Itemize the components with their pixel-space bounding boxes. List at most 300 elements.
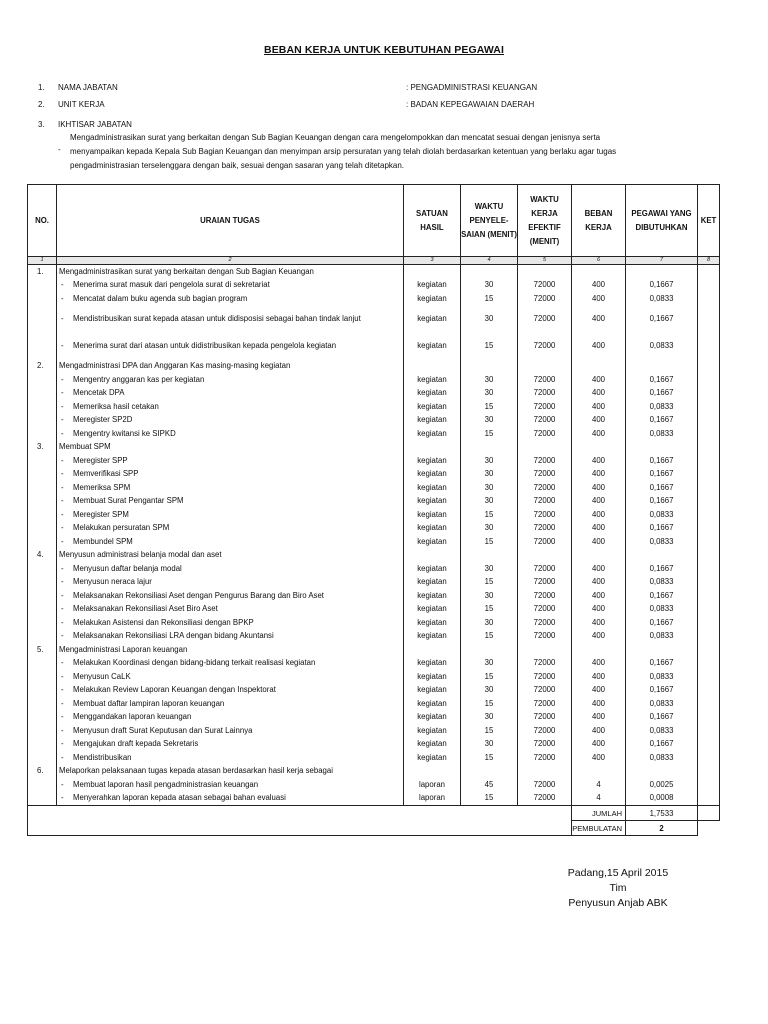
- task-cell: [57, 468, 404, 482]
- unit-cell: kegiatan: [404, 684, 461, 698]
- task-row: [28, 373, 720, 387]
- empty-cell: [404, 549, 461, 563]
- jumlah-ket: [698, 806, 720, 821]
- effective-time-cell: 72000: [518, 400, 572, 414]
- task-row: [28, 535, 720, 549]
- task-cell: [57, 387, 404, 401]
- load-cell: 400: [572, 333, 626, 360]
- task-row: [28, 778, 720, 792]
- task-cell: [57, 711, 404, 725]
- task-text: Menyusun CaLK: [73, 671, 131, 681]
- empty-cell: [461, 360, 518, 374]
- ket-cell: [698, 427, 720, 441]
- empty-cell: [28, 684, 57, 698]
- ket-cell: [698, 535, 720, 549]
- staff-cell: 0,1667: [626, 481, 698, 495]
- time-cell: 30: [461, 657, 518, 671]
- task-row: [28, 279, 720, 293]
- empty-cell: [698, 265, 720, 279]
- task-row: [28, 684, 720, 698]
- empty-cell: [572, 265, 626, 279]
- unit-cell: kegiatan: [404, 508, 461, 522]
- ket-cell: [698, 697, 720, 711]
- load-cell: 400: [572, 630, 626, 644]
- group-row: [28, 265, 720, 279]
- task-row: [28, 576, 720, 590]
- task-cell: [57, 522, 404, 536]
- effective-time-cell: 72000: [518, 657, 572, 671]
- load-cell: 4: [572, 778, 626, 792]
- ket-cell: [698, 738, 720, 752]
- task-text: Menyerahkan laporan kepada atasan sebagai bahan evaluasi: [73, 793, 286, 803]
- task-row: [28, 495, 720, 509]
- dash-mark: -: [61, 455, 64, 465]
- task-cell: [57, 427, 404, 441]
- column-number: 6: [572, 257, 626, 265]
- effective-time-cell: 72000: [518, 387, 572, 401]
- staff-cell: 0,1667: [626, 373, 698, 387]
- dash-mark: -: [61, 469, 64, 479]
- staff-cell: 0,0833: [626, 724, 698, 738]
- effective-time-cell: 72000: [518, 427, 572, 441]
- ket-cell: [698, 495, 720, 509]
- time-cell: 30: [461, 711, 518, 725]
- signature-block: [548, 866, 688, 911]
- ket-cell: [698, 454, 720, 468]
- ket-cell: [698, 468, 720, 482]
- empty-cell: [28, 535, 57, 549]
- staff-cell: 0,1667: [626, 306, 698, 333]
- effective-time-cell: 72000: [518, 630, 572, 644]
- load-cell: 400: [572, 562, 626, 576]
- unit-cell: kegiatan: [404, 711, 461, 725]
- load-cell: 400: [572, 508, 626, 522]
- task-cell: [57, 576, 404, 590]
- group-row: [28, 441, 720, 455]
- unit-cell: kegiatan: [404, 373, 461, 387]
- group-number: 5.: [28, 643, 57, 657]
- task-text: Membundel SPM: [73, 536, 133, 546]
- task-text: Menggandakan laporan keuangan: [73, 712, 192, 722]
- signature-line-penyusun: Penyusun Anjab ABK: [568, 897, 668, 909]
- task-row: [28, 522, 720, 536]
- empty-cell: [28, 481, 57, 495]
- time-cell: 30: [461, 616, 518, 630]
- empty-cell: [572, 360, 626, 374]
- footer-spacer: [28, 821, 572, 836]
- task-row: [28, 292, 720, 306]
- empty-cell: [28, 697, 57, 711]
- empty-cell: [461, 265, 518, 279]
- staff-cell: 0,0833: [626, 508, 698, 522]
- info-value-unit-kerja: : BADAN KEPEGAWAIAN DAERAH: [406, 100, 535, 109]
- task-text: Memverifikasi SPP: [73, 469, 139, 479]
- info-num-3: 3.: [38, 120, 45, 129]
- effective-time-cell: 72000: [518, 603, 572, 617]
- task-cell: [57, 454, 404, 468]
- task-text: Mencatat dalam buku agenda sub bagian program: [73, 293, 248, 303]
- dash-mark: -: [61, 401, 64, 411]
- empty-cell: [28, 792, 57, 806]
- empty-cell: [28, 427, 57, 441]
- staff-cell: 0,1667: [626, 562, 698, 576]
- signature-place-date: Padang,15 April 2015: [567, 867, 669, 879]
- header-ket: KET: [698, 185, 720, 257]
- empty-cell: [626, 265, 698, 279]
- unit-cell: kegiatan: [404, 279, 461, 293]
- empty-cell: [28, 711, 57, 725]
- column-number: 7: [626, 257, 698, 265]
- dash-mark: -: [61, 428, 64, 438]
- effective-time-cell: 72000: [518, 333, 572, 360]
- task-row: [28, 711, 720, 725]
- task-row: [28, 697, 720, 711]
- column-number: 3: [404, 257, 461, 265]
- ket-cell: [698, 333, 720, 360]
- task-text: Melaksanakan Rekonsiliasi Aset Biro Aset: [73, 604, 218, 614]
- load-cell: 400: [572, 697, 626, 711]
- empty-cell: [698, 441, 720, 455]
- unit-cell: kegiatan: [404, 657, 461, 671]
- header-no: NO.: [28, 185, 57, 257]
- effective-time-cell: 72000: [518, 508, 572, 522]
- ket-cell: [698, 481, 720, 495]
- signature-line-tim: Tim: [609, 882, 627, 894]
- group-title: Membuat SPM: [57, 441, 404, 455]
- staff-cell: 0,1667: [626, 522, 698, 536]
- staff-cell: 0,1667: [626, 495, 698, 509]
- dash-mark: -: [61, 577, 64, 587]
- load-cell: 400: [572, 657, 626, 671]
- time-cell: 30: [461, 279, 518, 293]
- task-cell: [57, 792, 404, 806]
- dash-mark: -: [61, 631, 64, 641]
- time-cell: 30: [461, 495, 518, 509]
- load-cell: 4: [572, 792, 626, 806]
- effective-time-cell: 72000: [518, 454, 572, 468]
- empty-cell: [28, 468, 57, 482]
- empty-cell: [28, 495, 57, 509]
- empty-cell: [626, 765, 698, 779]
- table-header-row: [28, 185, 720, 257]
- staff-cell: 0,0025: [626, 778, 698, 792]
- task-cell: [57, 495, 404, 509]
- unit-cell: kegiatan: [404, 454, 461, 468]
- effective-time-cell: 72000: [518, 576, 572, 590]
- info-label-unit-kerja: UNIT KERJA: [58, 100, 105, 109]
- task-row: [28, 481, 720, 495]
- ket-cell: [698, 387, 720, 401]
- ket-cell: [698, 400, 720, 414]
- task-text: Melaksanakan Rekonsiliasi LRA dengan bidang Akuntansi: [73, 631, 274, 641]
- dash-mark: -: [61, 341, 64, 350]
- info-num-2: 2.: [38, 100, 45, 109]
- group-number: 2.: [28, 360, 57, 374]
- effective-time-cell: 72000: [518, 481, 572, 495]
- task-text: Meregister SPP: [73, 455, 128, 465]
- empty-cell: [404, 265, 461, 279]
- effective-time-cell: 72000: [518, 778, 572, 792]
- group-title: Mengadministrasi Laporan keuangan: [57, 643, 404, 657]
- dash-mark: -: [61, 698, 64, 708]
- workload-table: [27, 184, 720, 836]
- header-beban: BEBAN KERJA: [572, 185, 626, 257]
- dash-mark: -: [61, 482, 64, 492]
- task-row: [28, 589, 720, 603]
- pembulatan-label: PEMBULATAN: [572, 821, 626, 836]
- dash-mark: -: [61, 604, 64, 614]
- ket-cell: [698, 778, 720, 792]
- unit-cell: kegiatan: [404, 333, 461, 360]
- ket-cell: [698, 630, 720, 644]
- load-cell: 400: [572, 468, 626, 482]
- effective-time-cell: 72000: [518, 306, 572, 333]
- empty-cell: [461, 765, 518, 779]
- column-number: 8: [698, 257, 720, 265]
- task-cell: [57, 373, 404, 387]
- task-cell: [57, 670, 404, 684]
- effective-time-cell: 72000: [518, 589, 572, 603]
- ket-cell: [698, 522, 720, 536]
- staff-cell: 0,1667: [626, 468, 698, 482]
- empty-cell: [698, 643, 720, 657]
- task-text: Mengentry anggaran kas per kegiatan: [73, 374, 205, 384]
- staff-cell: 0,1667: [626, 738, 698, 752]
- task-cell: [57, 589, 404, 603]
- task-text: Mengajukan draft kepada Sekretaris: [73, 739, 199, 749]
- load-cell: 400: [572, 373, 626, 387]
- empty-cell: [404, 441, 461, 455]
- empty-cell: [28, 738, 57, 752]
- time-cell: 30: [461, 373, 518, 387]
- effective-time-cell: 72000: [518, 562, 572, 576]
- empty-cell: [518, 549, 572, 563]
- staff-cell: 0,0833: [626, 670, 698, 684]
- staff-cell: 0,1667: [626, 414, 698, 428]
- empty-cell: [626, 549, 698, 563]
- unit-cell: kegiatan: [404, 697, 461, 711]
- header-uraian: URAIAN TUGAS: [57, 185, 404, 257]
- task-cell: [57, 292, 404, 306]
- empty-cell: [28, 630, 57, 644]
- dash-mark: -: [61, 563, 64, 573]
- empty-cell: [28, 751, 57, 765]
- group-row: [28, 765, 720, 779]
- task-cell: [57, 333, 404, 360]
- effective-time-cell: 72000: [518, 414, 572, 428]
- task-row: [28, 657, 720, 671]
- unit-cell: laporan: [404, 778, 461, 792]
- ket-cell: [698, 292, 720, 306]
- empty-cell: [461, 643, 518, 657]
- group-title: Menyusun administrasi belanja modal dan aset: [57, 549, 404, 563]
- time-cell: 15: [461, 697, 518, 711]
- staff-cell: 0,0833: [626, 751, 698, 765]
- load-cell: 400: [572, 724, 626, 738]
- empty-cell: [28, 562, 57, 576]
- dash-mark: -: [61, 685, 64, 695]
- task-text: Melaksanakan Rekonsiliasi Aset dengan Pengurus Barang dan Biro Aset: [73, 590, 324, 600]
- pembulatan-row: [28, 821, 720, 836]
- task-row: [28, 306, 720, 333]
- empty-cell: [404, 360, 461, 374]
- empty-cell: [572, 441, 626, 455]
- load-cell: 400: [572, 279, 626, 293]
- document-title: BEBAN KERJA UNTUK KEBUTUHAN PEGAWAI: [264, 44, 504, 56]
- dash-mark: -: [61, 415, 64, 425]
- group-number: 4.: [28, 549, 57, 563]
- time-cell: 15: [461, 603, 518, 617]
- ket-cell: [698, 306, 720, 333]
- ket-cell: [698, 576, 720, 590]
- info-label-ikhtisar: IKHTISAR JABATAN: [58, 120, 132, 129]
- effective-time-cell: 72000: [518, 670, 572, 684]
- empty-cell: [28, 400, 57, 414]
- task-cell: [57, 697, 404, 711]
- dash-mark: -: [61, 712, 64, 722]
- empty-cell: [28, 373, 57, 387]
- unit-cell: kegiatan: [404, 522, 461, 536]
- staff-cell: 0,1667: [626, 387, 698, 401]
- time-cell: 15: [461, 792, 518, 806]
- ket-cell: [698, 508, 720, 522]
- header-satuan: SATUAN HASIL: [404, 185, 461, 257]
- time-cell: 30: [461, 684, 518, 698]
- empty-cell: [28, 589, 57, 603]
- task-row: [28, 616, 720, 630]
- task-text: Menerima surat dari atasan untuk didistribusikan kepada pengelola kegiatan: [73, 341, 337, 350]
- task-row: [28, 454, 720, 468]
- ikhtisar-line: menyampaikan kepada Kepala Sub Bagian Keuangan dan menyimpan arsip persuratan yang telah diolah berdasarkan ketentuan yang berlaku agar tugas: [70, 147, 617, 156]
- staff-cell: 0,1667: [626, 616, 698, 630]
- jumlah-value: 1,7533: [626, 806, 698, 821]
- time-cell: 15: [461, 292, 518, 306]
- empty-cell: [626, 643, 698, 657]
- load-cell: 400: [572, 414, 626, 428]
- task-text: Memeriksa SPM: [73, 482, 131, 492]
- effective-time-cell: 72000: [518, 373, 572, 387]
- staff-cell: 0,1667: [626, 657, 698, 671]
- task-text: Membuat laporan hasil pengadministrasian keuangan: [73, 779, 259, 789]
- task-cell: [57, 535, 404, 549]
- task-text: Melakukan persuratan SPM: [73, 523, 170, 533]
- empty-cell: [518, 643, 572, 657]
- load-cell: 400: [572, 738, 626, 752]
- unit-cell: kegiatan: [404, 495, 461, 509]
- dash-mark: -: [61, 752, 64, 762]
- time-cell: 30: [461, 589, 518, 603]
- unit-cell: kegiatan: [404, 468, 461, 482]
- dash-mark: -: [61, 374, 64, 384]
- staff-cell: 0,1667: [626, 454, 698, 468]
- unit-cell: laporan: [404, 792, 461, 806]
- staff-cell: 0,1667: [626, 279, 698, 293]
- effective-time-cell: 72000: [518, 684, 572, 698]
- load-cell: 400: [572, 522, 626, 536]
- time-cell: 30: [461, 414, 518, 428]
- time-cell: 15: [461, 630, 518, 644]
- staff-cell: 0,0833: [626, 535, 698, 549]
- load-cell: 400: [572, 589, 626, 603]
- task-text: Menyusun neraca lajur: [73, 577, 152, 587]
- group-row: [28, 643, 720, 657]
- ikhtisar-text: [70, 131, 710, 173]
- load-cell: 400: [572, 481, 626, 495]
- footer-spacer: [28, 806, 572, 821]
- staff-cell: 0,1667: [626, 684, 698, 698]
- unit-cell: kegiatan: [404, 400, 461, 414]
- group-row: [28, 549, 720, 563]
- task-cell: [57, 657, 404, 671]
- pembulatan-value: 2: [626, 821, 698, 836]
- empty-cell: [518, 360, 572, 374]
- task-text: Mendistribusikan surat kepada atasan untuk didisposisi sebagai bahan tindak lanjut: [73, 314, 361, 323]
- effective-time-cell: 72000: [518, 535, 572, 549]
- time-cell: 15: [461, 751, 518, 765]
- task-row: [28, 562, 720, 576]
- empty-cell: [518, 765, 572, 779]
- empty-cell: [28, 454, 57, 468]
- task-row: [28, 630, 720, 644]
- task-text: Menerima surat masuk dari pengelola surat di sekretariat: [73, 280, 270, 290]
- task-cell: [57, 481, 404, 495]
- effective-time-cell: 72000: [518, 724, 572, 738]
- time-cell: 30: [461, 562, 518, 576]
- dash-mark: -: [61, 590, 64, 600]
- dash-mark: -: [61, 739, 64, 749]
- unit-cell: kegiatan: [404, 481, 461, 495]
- ikhtisar-dash: -: [58, 145, 61, 154]
- task-cell: [57, 414, 404, 428]
- dash-mark: -: [61, 523, 64, 533]
- task-text: Mendistribusikan: [73, 752, 132, 762]
- effective-time-cell: 72000: [518, 292, 572, 306]
- task-row: [28, 414, 720, 428]
- column-number: 4: [461, 257, 518, 265]
- ket-cell: [698, 562, 720, 576]
- task-text: Melakukan Asistensi dan Rekonsiliasi dengan BPKP: [73, 617, 254, 627]
- ket-cell: [698, 792, 720, 806]
- empty-cell: [518, 441, 572, 455]
- dash-mark: -: [61, 509, 64, 519]
- dash-mark: -: [61, 496, 64, 506]
- table-footer: [28, 806, 720, 836]
- ket-cell: [698, 373, 720, 387]
- task-row: [28, 400, 720, 414]
- empty-cell: [572, 549, 626, 563]
- unit-cell: kegiatan: [404, 603, 461, 617]
- time-cell: 15: [461, 535, 518, 549]
- header-pegawai: PEGAWAI YANG DIBUTUHKAN: [626, 185, 698, 257]
- unit-cell: kegiatan: [404, 306, 461, 333]
- time-cell: 15: [461, 670, 518, 684]
- task-cell: [57, 684, 404, 698]
- load-cell: 400: [572, 292, 626, 306]
- time-cell: 15: [461, 576, 518, 590]
- task-row: [28, 387, 720, 401]
- task-text: Menyusun draft Surat Keputusan dan Surat Lainnya: [73, 725, 253, 735]
- time-cell: 30: [461, 522, 518, 536]
- dash-mark: -: [61, 314, 64, 323]
- staff-cell: 0,0833: [626, 400, 698, 414]
- effective-time-cell: 72000: [518, 495, 572, 509]
- group-title: Mengadministrasikan surat yang berkaitan dengan Sub Bagian Keuangan: [57, 265, 404, 279]
- empty-cell: [461, 441, 518, 455]
- ket-cell: [698, 751, 720, 765]
- ket-cell: [698, 657, 720, 671]
- group-number: 3.: [28, 441, 57, 455]
- time-cell: 30: [461, 468, 518, 482]
